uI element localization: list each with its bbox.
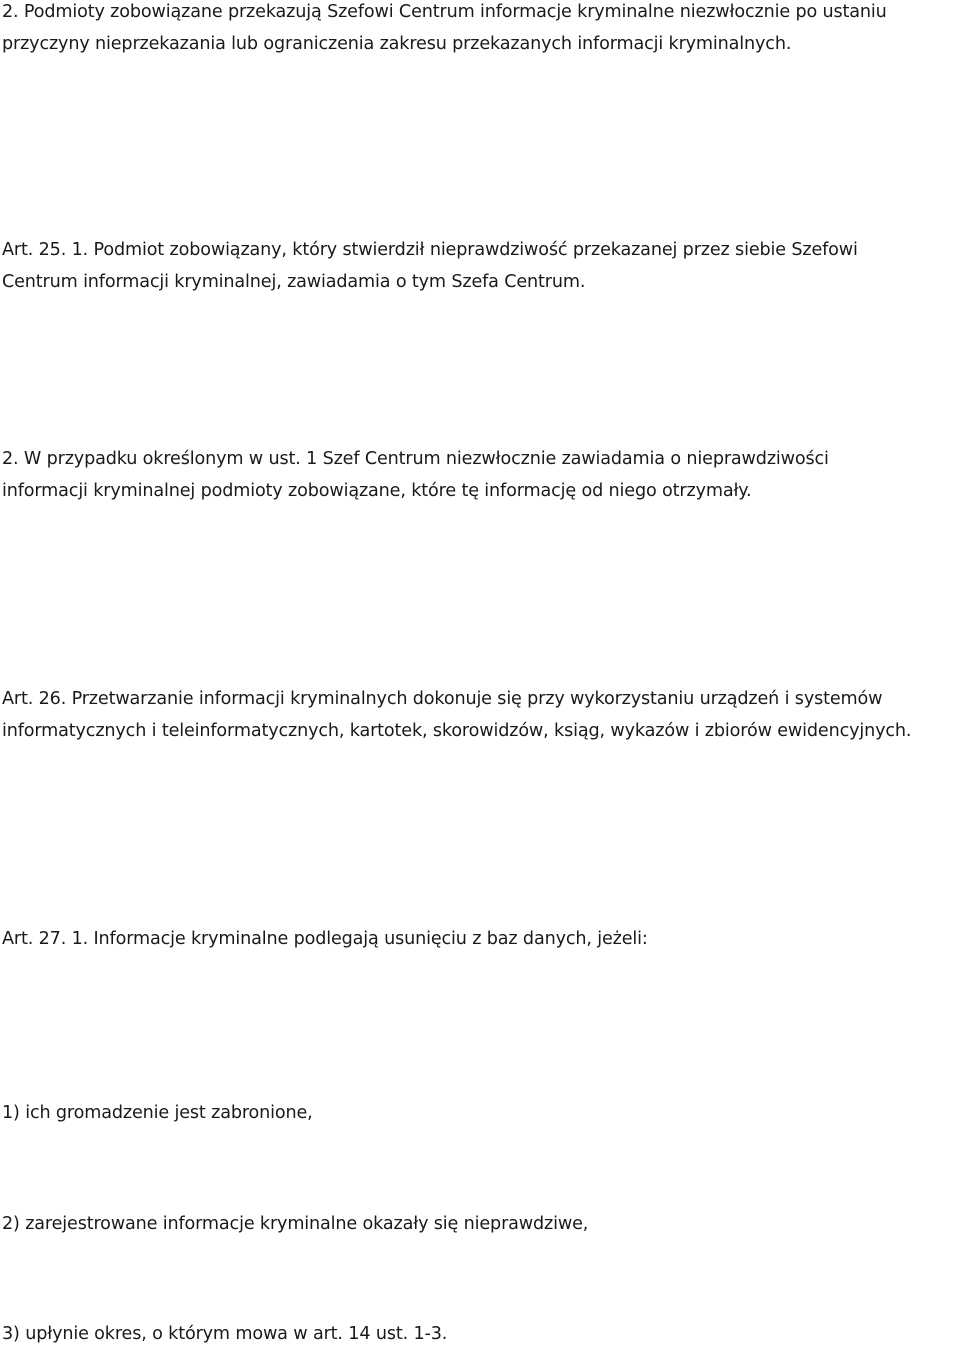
text-line: Centrum informacji kryminalnej, zawiadamia o tym Szefa Centrum.: [2, 272, 586, 292]
text-line: 2. Podmioty zobowiązane przekazują Szefowi Centrum informacje kryminalne niezwłocznie po ustaniu: [2, 2, 887, 22]
list-item-1: [2, 1097, 960, 1129]
text-line: informacji kryminalnej podmioty zobowiązane, które tę informację od niego otrzymały.: [2, 481, 752, 501]
text-line: 3) upłynie okres, o którym mowa w art. 14 ust. 1-3.: [2, 1324, 448, 1344]
paragraph-art27-ust1: [2, 923, 960, 955]
text-line: informatycznych i teleinformatycznych, kartotek, skorowidzów, ksiąg, wykazów i zbiorów ewidencyjnych.: [2, 721, 912, 741]
paragraph-art25-ust2: [2, 443, 960, 507]
text-line: 1) ich gromadzenie jest zabronione,: [2, 1103, 313, 1123]
text-line: Art. 26. Przetwarzanie informacji kryminalnych dokonuje się przy wykorzystaniu urządzeń i systemów: [2, 689, 883, 709]
text-line: 2. W przypadku określonym w ust. 1 Szef Centrum niezwłocznie zawiadamia o nieprawdziwości: [2, 449, 829, 469]
text-line: przyczyny nieprzekazania lub ograniczenia zakresu przekazanych informacji kryminalnych.: [2, 34, 792, 54]
text-line: Art. 25. 1. Podmiot zobowiązany, który stwierdził nieprawdziwość przekazanej przez siebie Szefowi: [2, 240, 858, 260]
text-line: Art. 27. 1. Informacje kryminalne podlegają usunięciu z baz danych, jeżeli:: [2, 929, 648, 949]
text-line: 2) zarejestrowane informacje kryminalne okazały się nieprawdziwe,: [2, 1214, 589, 1234]
paragraph-art25-ust1: [2, 234, 960, 298]
paragraph-art24-ust2: [2, 0, 960, 60]
list-item-3: [2, 1318, 960, 1350]
list-item-2: [2, 1208, 960, 1240]
paragraph-art26: [2, 683, 960, 747]
